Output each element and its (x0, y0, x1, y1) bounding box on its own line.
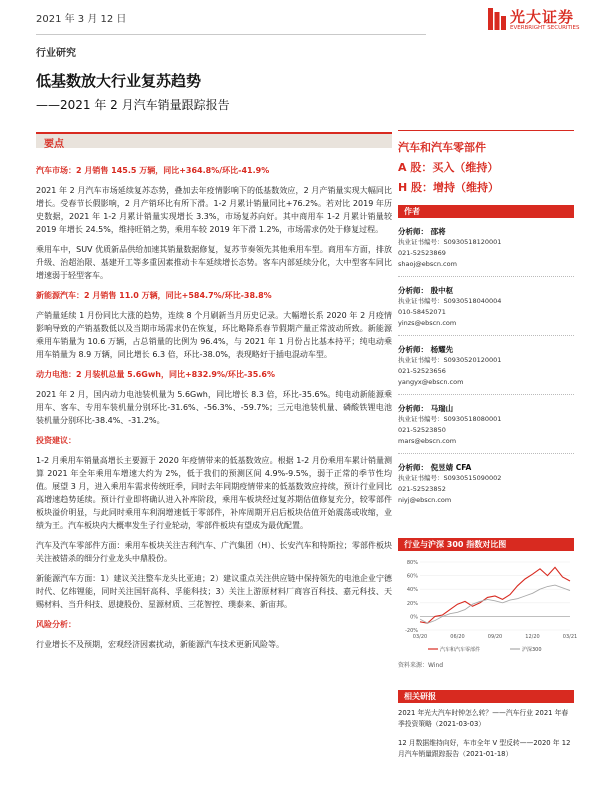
chart-x-tick-label: 03/20 (412, 634, 428, 640)
related-research-title: 相关研报 (398, 690, 574, 703)
author-license: 执业证书编号：S0930518040004 (398, 297, 502, 305)
author-phone: 021-52523850 (398, 426, 446, 434)
chart-y-tick-label: 0% (410, 614, 418, 621)
author-entry (398, 285, 574, 336)
author-email[interactable]: niyj@ebscn.com (398, 496, 452, 504)
auto-market-paragraph-1: 2021 年 2 月汽车市场延续复苏态势，叠加去年疫情影响下的低基数效应，2 月产销量实现大幅同比增长。受春节长假影响，2 月产销环比有所下滑。1-2 月累计销量同比+76.2%。若对比 2019 年历史数据，2021 年 1-2 月累计销量实现增长 3.3%，市场复苏向好。其中商用车 1-2 月累计销量较 2019 年增长 24.5%，维持旺销之势，乘用车较 2019 年下滑 1.2%，市场需求仍处于修复过程。 (36, 186, 392, 234)
authors-title: 作者 (398, 205, 574, 218)
author-entry (398, 462, 574, 506)
nev-heading: 新能源汽车：2 月销售 11.0 万辆，同比+584.7%/环比-38.8% (36, 291, 272, 300)
chart-legend-label: 汽车和汽车零部件 (440, 647, 481, 653)
author-email[interactable]: yinzs@ebscn.com (398, 319, 457, 327)
author-name: 分析师： 倪昱婧 CFA (398, 463, 472, 472)
author-phone: 010-58452071 (398, 308, 446, 316)
chart-svg (398, 556, 578, 656)
chart-legend-label: 沪深300 (522, 647, 542, 653)
author-email[interactable]: yangyx@ebscn.com (398, 378, 464, 386)
chart-y-tick-label: 80% (406, 560, 418, 566)
company-logo (488, 6, 588, 36)
author-name: 分析师： 杨耀先 (398, 345, 454, 354)
chart-source: 资料来源：Wind (398, 662, 444, 669)
invest-heading: 投资建议： (36, 436, 76, 445)
chart-y-tick-label: 60% (406, 573, 418, 580)
chart-title: 行业与沪深 300 指数对比图 (398, 538, 574, 551)
author-name: 分析师： 邵将 (398, 227, 446, 236)
auto-market-paragraph-2: 乘用车中，SUV 优质新品供给加速其销量数据修复，复苏节奏领先其他乘用车型。商用车方面，排放升级、治超治限、基建开工等多重因素推动卡车延续增长态势。客车内部延续分化，大中型客车同比增速弱于轻型客车。 (36, 245, 392, 280)
rating-a-share: A 股：买入（维持） (398, 161, 499, 174)
author-email[interactable]: mars@ebscn.com (398, 437, 457, 445)
logo-text-en: EVERBRIGHT SECURITIES (510, 25, 580, 31)
risk-heading: 风险分析： (36, 620, 76, 629)
sidebar-divider (398, 130, 574, 131)
author-entry (398, 226, 574, 277)
section-title: 要点 (44, 139, 64, 150)
auto-market-heading: 汽车市场：2 月销售 145.5 万辆，同比+364.8%/环比-41.9% (36, 166, 270, 175)
chart-background (398, 556, 574, 656)
index-comparison-chart (398, 556, 578, 656)
chart-y-tick-label: 20% (406, 600, 418, 607)
invest-paragraph-3: 新能源汽车方面：1）建议关注整车龙头比亚迪；2）建议重点关注供应链中保持领先的电池企业宁德时代、亿纬锂能，同时关注国轩高科、孚能科技；3）关注上游原材料厂商容百科技、嘉元科技、天赐材料、当升科技、恩捷股份、星源材质、三花智控、璞泰来、新宙邦。 (36, 574, 392, 609)
chart-y-tick-label: -20% (405, 628, 418, 634)
chart-x-tick-label: 09/20 (487, 634, 503, 640)
related-research-item[interactable]: 2021 年光大汽车时钟怎么转？——汽车行业 2021 年春季投资策略（2021-03-03） (398, 709, 569, 728)
nev-paragraph: 产销量延续 1 月份同比大涨的趋势，连续 8 个月刷新当月历史记录。大幅增长系 2020 年 2 月疫情影响导致的产销基数低以及当期市场需求仍在恢复，环比略降系春节假期产量正常波动所致。新能源乘用车销量为 10.6 万辆，占总销量的比例为 96.4%，与 2021 年 1 月份占比基本持平；纯电动乘用车销量为 8.9 万辆，同比增长 6.3 倍，环比-38.0%，表现略好于插电混动车型。 (36, 311, 392, 359)
page-title: 低基数放大行业复苏趋势 (36, 72, 202, 90)
author-email[interactable]: shaoj@ebscn.com (398, 260, 457, 268)
author-license: 执业证书编号：S0930518080001 (398, 415, 502, 423)
chart-y-tick-label: 40% (406, 587, 418, 594)
invest-paragraph-2: 汽车及汽车零部件方面：乘用车板块关注吉利汽车、广汽集团（H）、长安汽车和特斯拉；零部件板块关注被错杀的细分行业龙头中鼎股份。 (36, 541, 392, 563)
author-license: 执业证书编号：S0930520120001 (398, 356, 502, 364)
author-name: 分析师： 马瑞山 (398, 404, 454, 413)
author-phone: 021-52523852 (398, 485, 446, 493)
authors-list (398, 226, 574, 506)
related-research-item[interactable]: 12 月数据维持向好，车市全年 V 型反转——2020 年 12 月汽车销量跟踪报告（2021-01-18） (398, 739, 571, 758)
battery-heading: 动力电池：2 月装机总量 5.6Gwh，同比+832.9%/环比-35.6% (36, 370, 275, 379)
author-license: 执业证书编号：S0930515090002 (398, 474, 502, 482)
report-category: 行业研究 (36, 48, 76, 59)
section-header-key-points (36, 132, 392, 148)
author-license: 执业证书编号：S0930518120001 (398, 238, 502, 246)
logo-mark-icon (488, 8, 506, 30)
related-research-list (398, 708, 574, 768)
chart-x-tick-label: 06/20 (450, 634, 465, 640)
logo-text-cn: 光大证券 (510, 8, 575, 26)
page-subtitle: ——2021 年 2 月汽车销量跟踪报告 (36, 98, 230, 112)
invest-paragraph-1: 1-2 月乘用车销量高增长主要源于 2020 年疫情带来的低基数效应。根据 1-2 月份乘用车累计销量测算 2021 年全年乘用车增速大约为 2%，低于我们的预测区间 4.9%-9.5%，弱于正常的季节性均值。展望 3 月，进入乘用车需求传统旺季，同时去年同期疫情带来的低基数效应持续，预计行业同比高增速趋势延续。预计行业即将确认进入补库阶段，乘用车板块经过复苏期估值修复充分，较零部件板块溢价明显，与此同时乘用车利润增速低于零部件，补库周期开启后板块估值开始震荡或收缩，业绩为王。汽车板块内大概率发生子行业轮动，零部件板块有望成为最优配置。 (36, 456, 392, 530)
battery-paragraph: 2021 年 2 月，国内动力电池装机量为 5.6Gwh，同比增长 8.3 倍，环比-35.6%。纯电动新能源乘用车、客车、专用车装机量分别环比-31.6%、-56.3%、-59.7%；三元电池装机量、磷酸铁锂电池装机量分别环比-38.4%、-31.2%。 (36, 390, 392, 425)
main-content (36, 164, 392, 651)
industry-name: 汽车和汽车零部件 (398, 141, 486, 154)
author-phone: 021-52523869 (398, 249, 446, 257)
author-phone: 021-52523656 (398, 367, 446, 375)
rating-h-share: H 股：增持（维持） (398, 181, 500, 194)
sidebar (398, 130, 574, 506)
report-date: 2021 年 3 月 12 日 (36, 14, 127, 25)
risk-paragraph: 行业增长不及预期，宏观经济因素扰动，新能源汽车技术更新风险等。 (36, 640, 284, 649)
chart-x-tick-label: 03/21 (562, 634, 578, 640)
author-name: 分析师： 殷中枢 (398, 286, 454, 295)
chart-x-tick-label: 12/20 (525, 634, 540, 640)
header-divider (36, 34, 426, 35)
author-entry (398, 403, 574, 454)
author-entry (398, 344, 574, 395)
